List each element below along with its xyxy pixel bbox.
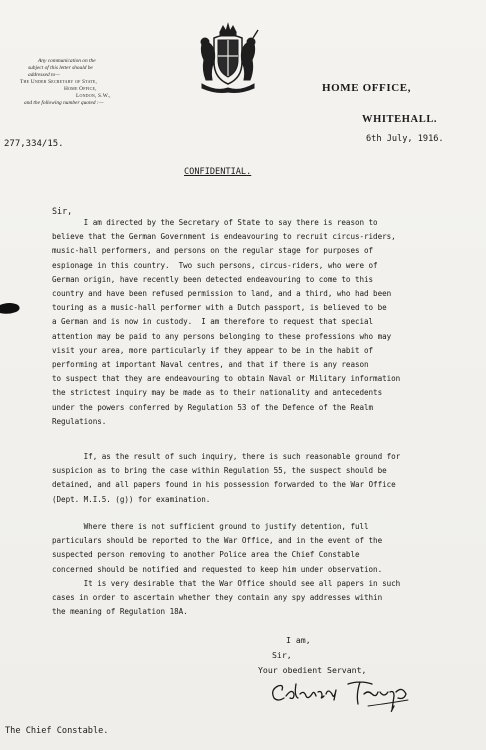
salutation: Sir, [52, 206, 73, 216]
handwritten-signature [268, 676, 418, 716]
hole-punch-mark [0, 299, 22, 317]
paragraph-1: I am directed by the Secretary of State to say there is reason to believe that the German Government is endeavouring to recruit circus-riders, music-hall performers, and persons on the regular stage for purposes of espionage in this country. Two such persons, circus-riders, who were of German origin, have recently been detected endeavouring to come to this country and have been refused permission to land, and a third, who had been touring as a music-hall performer with a Dutch passport, is believed to be a German and is now in custody. I am therefore to request that special attention may be paid to any persons belonging to these professions who may visit your area, more particularly if they appear to be in the habit of performing at important Naval centres, and that if there is any reason to suspect that they are endeavouring to obtain Naval or Military information the strictest inquiry may be made as to their nationality and antecedents under the powers conferred by Regulation 53 of the Defence of the Realm Regulations. [52, 218, 401, 426]
royal-crest-icon [196, 22, 260, 94]
closing-line-3: Your obedient Servant, [258, 665, 367, 675]
paragraph-2: If, as the result of such inquiry, there is such reasonable ground for suspicion as to bring the case within Regulation 55, the suspect should be detained, and all papers found in his possession forwarded to the War Office (Dept. M.I.5. (g)) for examination. [52, 452, 401, 504]
address-line: addressed to— [28, 72, 60, 78]
confidential-heading: CONFIDENTIAL. [184, 167, 252, 177]
address-line: The Under Secretary of State, [20, 79, 98, 85]
letter-date: 6th July, 1916. [366, 134, 444, 144]
reference-number: 277,334/15. [4, 139, 64, 149]
place-heading: WHITEHALL. [362, 114, 438, 125]
address-block [4, 58, 154, 107]
address-line: subject of this letter should be [28, 65, 93, 71]
address-line: Home Office, [64, 86, 97, 92]
address-line: London, S.W., [76, 93, 111, 99]
closing-line-1: I am, [286, 635, 311, 645]
paragraph-3: Where there is not sufficient ground to justify detention, full particulars should be reported to the War Office, and in the event of the suspected person removing to another Police area the Chief Constable concerned should be notified and requested to keep him under observation. [52, 522, 383, 574]
address-line: Any communication on the [38, 58, 96, 64]
office-heading: HOME OFFICE, [322, 82, 412, 94]
paragraph-4: It is very desirable that the War Office should see all papers in such cases in order to ascertain whether they contain any spy addresses within the meaning of Regulation 18A. [52, 579, 401, 617]
closing-line-2: Sir, [272, 650, 292, 660]
address-line: and the following number quoted :— [24, 100, 104, 106]
addressee: The Chief Constable. [5, 726, 109, 736]
